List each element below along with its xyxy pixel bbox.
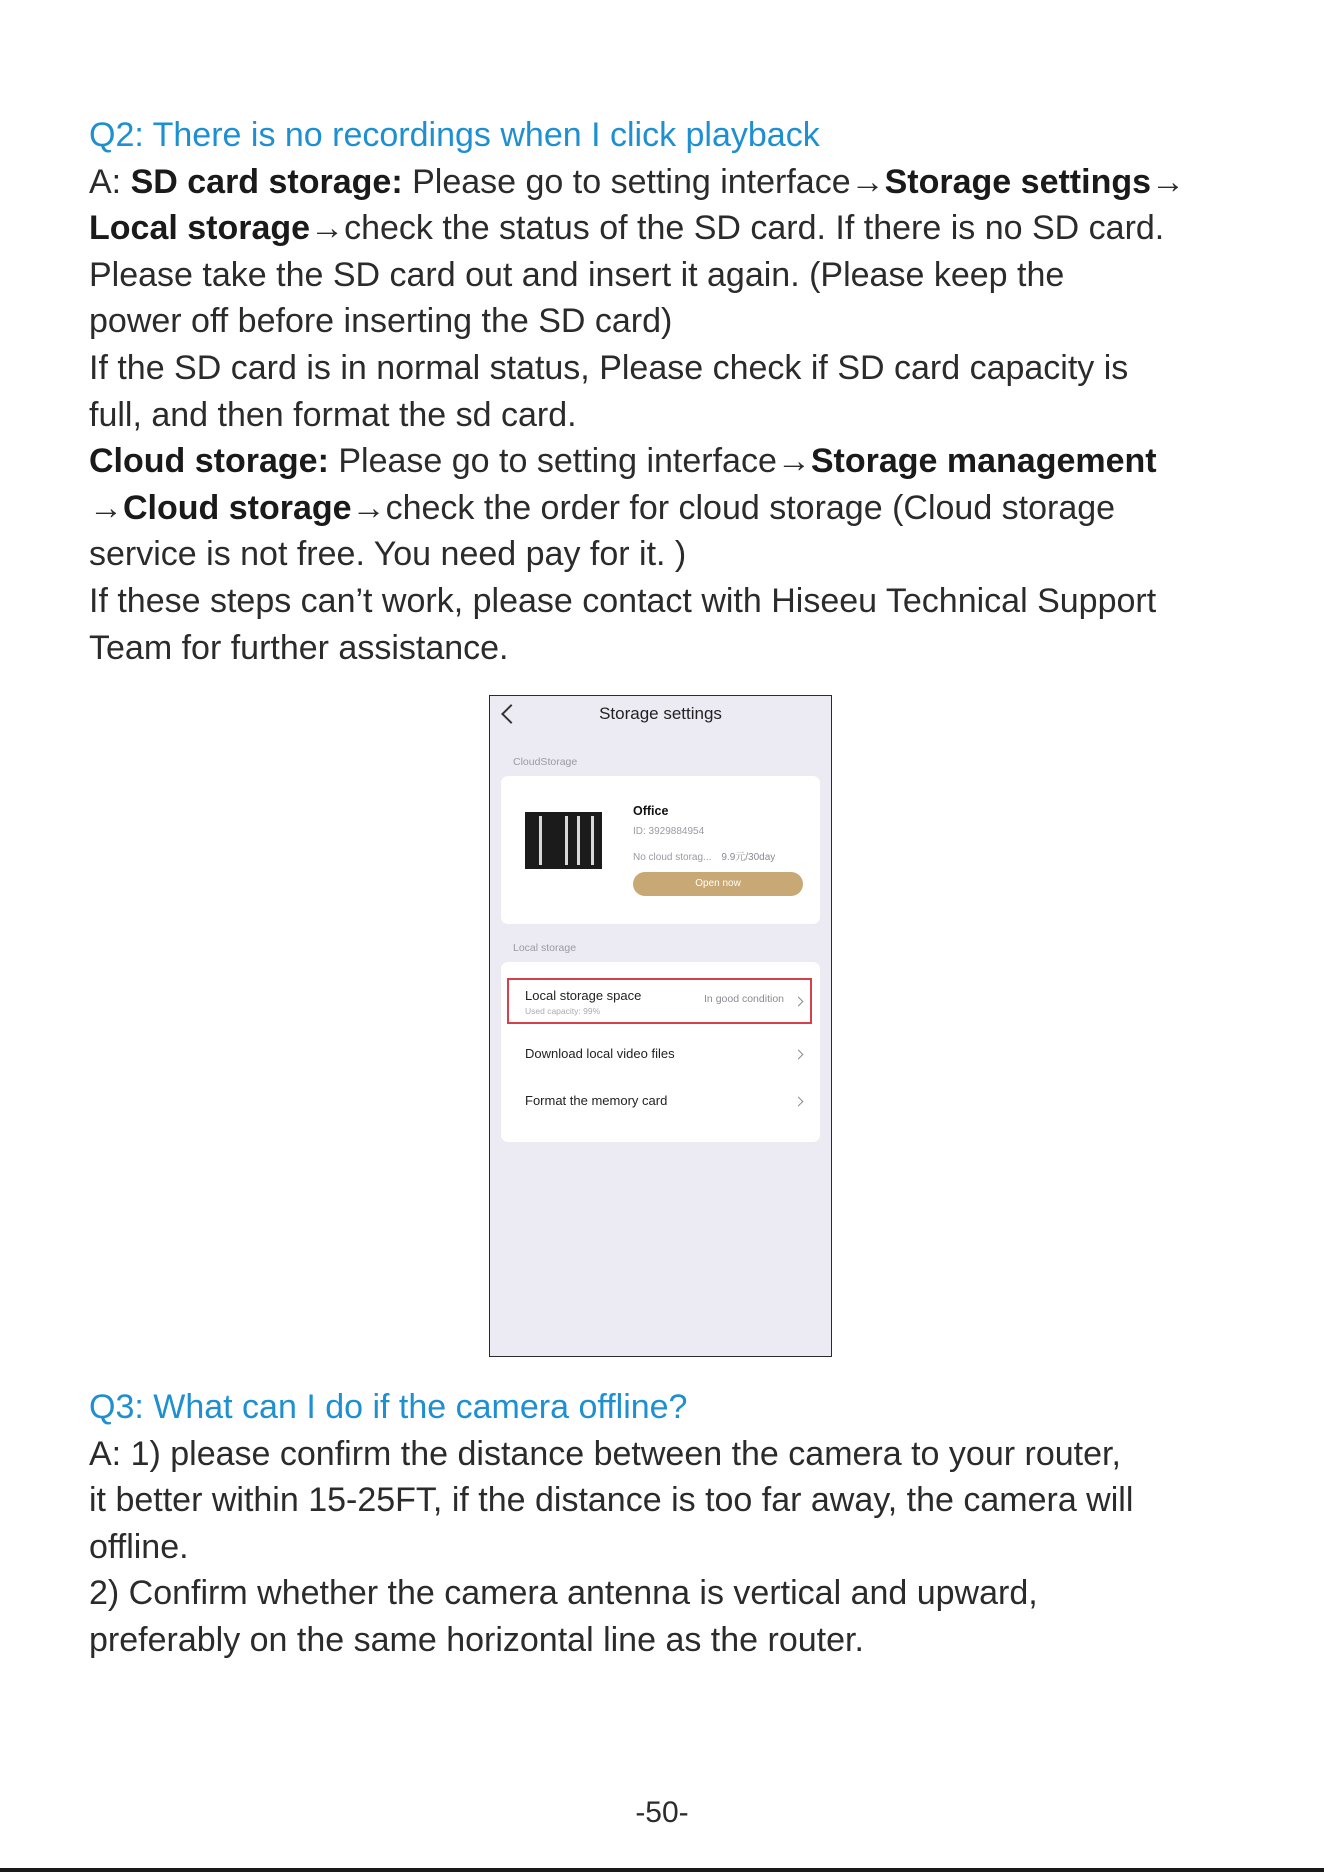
q2-line-4: power off before inserting the SD card)	[89, 302, 673, 341]
camera-name: Office	[633, 804, 669, 818]
chevron-right-icon	[794, 1097, 804, 1107]
q2-line-10: If these steps can’t work, please contact with Hiseeu Technical Support	[89, 581, 1157, 620]
q2-line-6: full, and then format the sd card.	[89, 395, 577, 434]
open-now-button[interactable]: Open now	[633, 872, 803, 896]
storage-management-label: Storage management	[810, 442, 1157, 481]
storage-settings-label: Storage settings	[884, 162, 1152, 201]
arrow: →	[1151, 162, 1186, 201]
q3-line-3: offline.	[89, 1527, 189, 1566]
local-storage-card	[501, 962, 820, 1142]
q3-line-5: preferably on the same horizontal line as the router.	[89, 1620, 864, 1659]
row-title: Local storage space	[525, 988, 642, 1003]
local-storage-section-label: Local storage	[513, 942, 577, 954]
q2-line-11: Team for further assistance.	[89, 628, 509, 667]
q2-section	[89, 112, 1239, 671]
cloud-storage-menu-label: Cloud storage	[123, 488, 352, 527]
phone-title: Storage settings	[599, 704, 722, 723]
download-local-video-row[interactable]	[501, 1034, 820, 1080]
q2-text: →check the order for cloud storage (Cloud storage	[351, 488, 1116, 527]
q3-line-2: it better within 15-25FT, if the distance is too far away, the camera will	[89, 1481, 1134, 1520]
q2-title: Q2: There is no recordings when I click playback	[89, 116, 820, 154]
q2-line-5: If the SD card is in normal status, Please check if SD card capacity is	[89, 348, 1129, 387]
bottom-rule	[0, 1868, 1324, 1872]
row-title: Download local video files	[525, 1046, 675, 1061]
cloud-price: 9.9元/30day	[721, 852, 776, 863]
q2-line-1	[89, 159, 1239, 206]
cloud-storage-section-label: CloudStorage	[513, 756, 578, 768]
q3-line-4: 2) Confirm whether the camera antenna is vertical and upward,	[89, 1574, 1038, 1613]
chevron-right-icon	[794, 1050, 804, 1060]
q2-line-2	[89, 205, 1239, 252]
answer-prefix: A:	[89, 162, 131, 201]
arrow: →	[89, 488, 123, 527]
q3-line-1: A: 1) please confirm the distance between the camera to your router,	[89, 1434, 1121, 1473]
row-title: Format the memory card	[525, 1093, 668, 1108]
storage-settings-screenshot	[489, 695, 832, 1357]
q2-line-8	[89, 485, 1239, 532]
q2-line-9: service is not free. You need pay for it. )	[89, 535, 687, 574]
page-number: -50-	[635, 1796, 689, 1829]
sd-card-storage-label: SD card storage:	[130, 162, 403, 201]
camera-id: ID: 3929884954	[633, 826, 705, 837]
cloud-status-text: No cloud storag...	[633, 852, 712, 863]
storage-status: In good condition	[704, 993, 784, 1005]
cloud-storage-label: Cloud storage:	[89, 442, 329, 481]
cloud-status	[633, 848, 775, 863]
local-storage-label: Local storage	[89, 209, 311, 248]
q2-text: Please go to setting interface→	[402, 162, 885, 201]
q2-text: Please go to setting interface→	[328, 442, 811, 481]
q2-line-3: Please take the SD card out and insert it again. (Please keep the	[89, 255, 1065, 294]
format-memory-card-row[interactable]	[501, 1081, 820, 1127]
q3-section	[89, 1384, 1239, 1664]
cloud-storage-card	[501, 776, 820, 924]
highlight-box	[507, 978, 812, 1024]
q2-text: →check the status of the SD card. If there is no SD card.	[310, 209, 1165, 248]
used-capacity: Used capacity: 99%	[525, 1006, 601, 1016]
q2-line-7	[89, 438, 1239, 485]
phone-header	[490, 696, 831, 738]
q3-title: Q3: What can I do if the camera offline?	[89, 1388, 688, 1426]
camera-thumbnail	[525, 812, 602, 869]
